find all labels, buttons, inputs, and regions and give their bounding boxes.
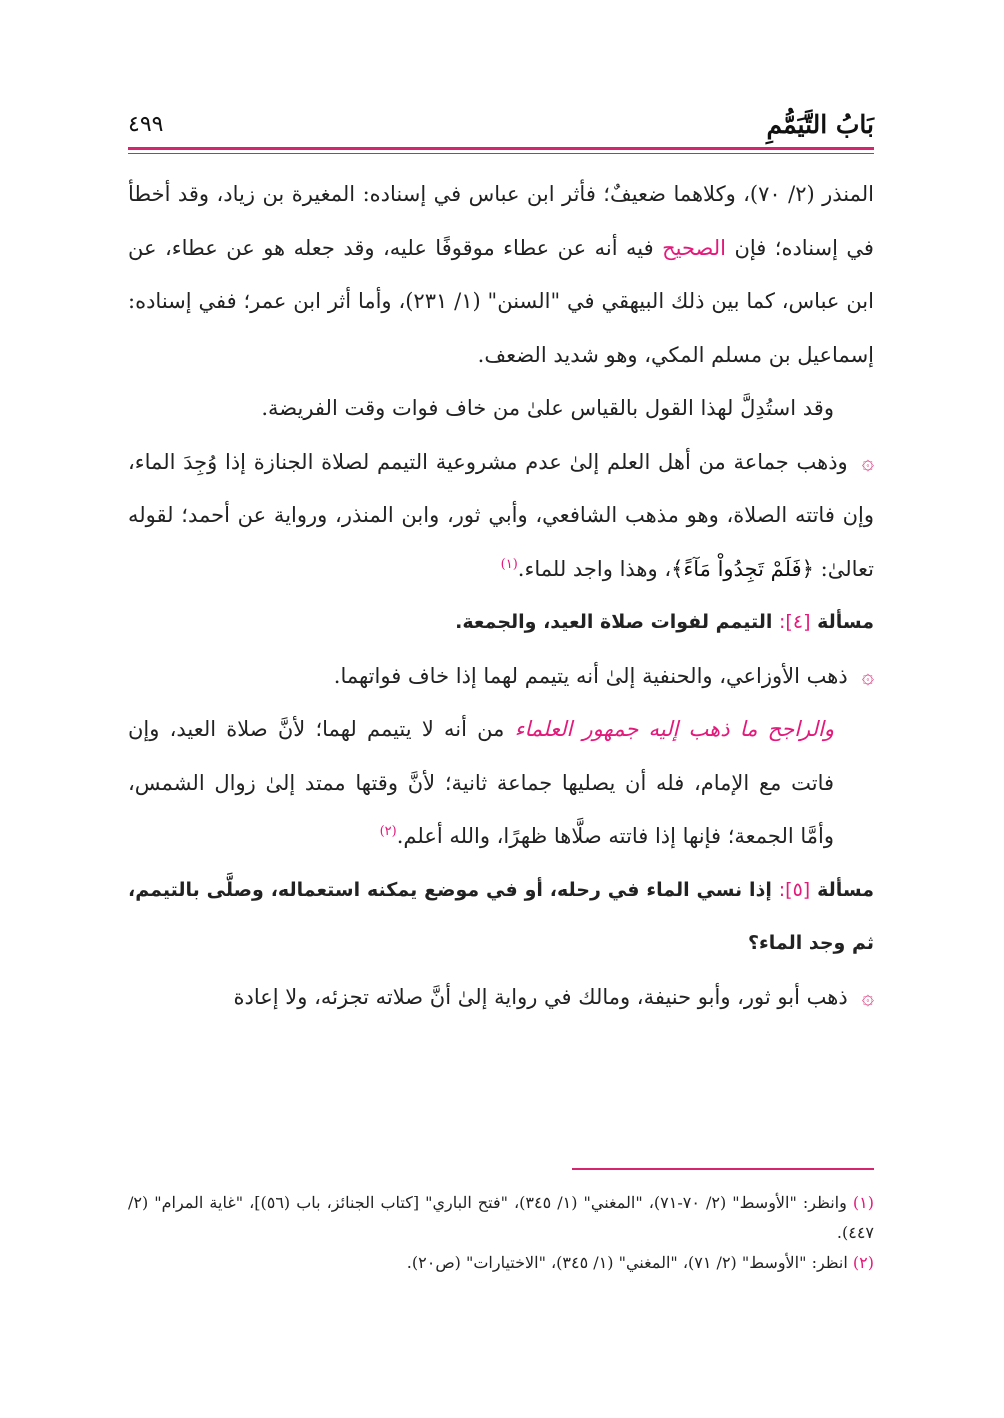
issue-heading-4: مسألة [٤]: التيمم لفوات صلاة العيد، والجمعة. bbox=[455, 611, 874, 633]
footnotes bbox=[128, 1188, 874, 1278]
main-text bbox=[128, 168, 874, 1024]
footnote-1: (١) وانظر: "الأوسط" (٢/ ٧٠-٧١)، "المغني" (١/ ٣٤٥)، "فتح الباري" [كتاب الجنائز، باب (٥٦)]، "غاية المرام" (٢/ ٤٤٧). bbox=[128, 1193, 874, 1242]
chapter-title: بَابُ التَّيَمُّمِ bbox=[766, 110, 874, 139]
header-rule-thick bbox=[128, 147, 874, 150]
paragraph-4: ۞ذهب الأوزاعي، والحنفية إلىٰ أنه يتيمم لهما إذا خاف فواتهما. bbox=[333, 663, 874, 688]
ornament-star-icon: ۞ bbox=[861, 984, 874, 1009]
paragraph-2: وقد استُدِلَّ لهذا القول بالقياس علىٰ من خاف فوات وقت الفريضة. bbox=[261, 396, 834, 420]
highlight-sahih: الصحيح bbox=[662, 235, 727, 260]
footnote-ref-1[interactable]: (١) bbox=[500, 556, 518, 572]
paragraph-5: والراجح ما ذهب إليه جمهور العلماء من أنه لا يتيمم لهما؛ لأنَّ صلاة العيد، وإن فاتت مع الإمام، فله أن يصليها جماعة ثانية؛ لأنَّ وقتها ممتد إلىٰ زوال الشمس، وأمَّا الجمعة؛ فإنها إذا فاتته صلَّاها ظهرًا، والله أعلم.$^{(٢)}$ bbox=[128, 717, 834, 848]
page-number: ٤٩٩ bbox=[128, 112, 164, 137]
highlight-preferred-view: والراجح ما ذهب إليه جمهور العلماء bbox=[514, 717, 834, 741]
page-header bbox=[128, 110, 874, 146]
paragraph-1: المنذر (٢/ ٧٠)، وكلاهما ضعيفٌ؛ فأثر ابن عباس في إسناده: المغيرة بن زياد، وقد أخطأ في إسناده؛ فإن الصحيح فيه أنه عن عطاء موقوفًا عليه، وقد جعله هو عن عطاء، عن ابن عباس، كما بين ذلك البيهقي في "السنن" (١/ ٢٣١)، وأما أثر ابن عمر؛ ففي إسناده: إسماعيل بن مسلم المكي، وهو شديد الضعف. bbox=[128, 182, 874, 367]
header-rule-thin bbox=[128, 153, 874, 154]
footnote-ref-2[interactable]: (٢) bbox=[379, 824, 397, 839]
quran-verse: ﴿فَلَمْ تَجِدُواْ مَآءً﴾ bbox=[671, 556, 814, 581]
paragraph-6: ۞ذهب أبو ثور، وأبو حنيفة، ومالك في رواية إلىٰ أنَّ صلاته تجزئه، ولا إعادة bbox=[233, 984, 874, 1009]
paragraph-3: ۞وذهب جماعة من أهل العلم إلىٰ عدم مشروعية التيمم لصلاة الجنازة إذا وُجِدَ الماء، وإن فاتته الصلاة، وهو مذهب الشافعي، وأبي ثور، وابن المنذر، ورواية عن أحمد؛ لقوله تعالىٰ: ﴿فَلَمْ تَجِدُواْ مَآءً﴾، وهذا واجد للماء.$^{(١)}$ bbox=[128, 449, 874, 581]
ornament-star-icon: ۞ bbox=[861, 449, 874, 474]
footnote-rule bbox=[572, 1168, 874, 1170]
issue-heading-5: مسألة [٥]: إذا نسي الماء في رحله، أو في موضع يمكنه استعماله، وصلَّى بالتيمم، ثم وجد الماء؟ bbox=[128, 878, 875, 954]
ornament-star-icon: ۞ bbox=[861, 663, 874, 688]
footnote-2: (٢) انظر: "الأوسط" (٢/ ٧١)، "المغني" (١/ ٣٤٥)، "الاختيارات" (ص٢٠). bbox=[406, 1253, 874, 1272]
